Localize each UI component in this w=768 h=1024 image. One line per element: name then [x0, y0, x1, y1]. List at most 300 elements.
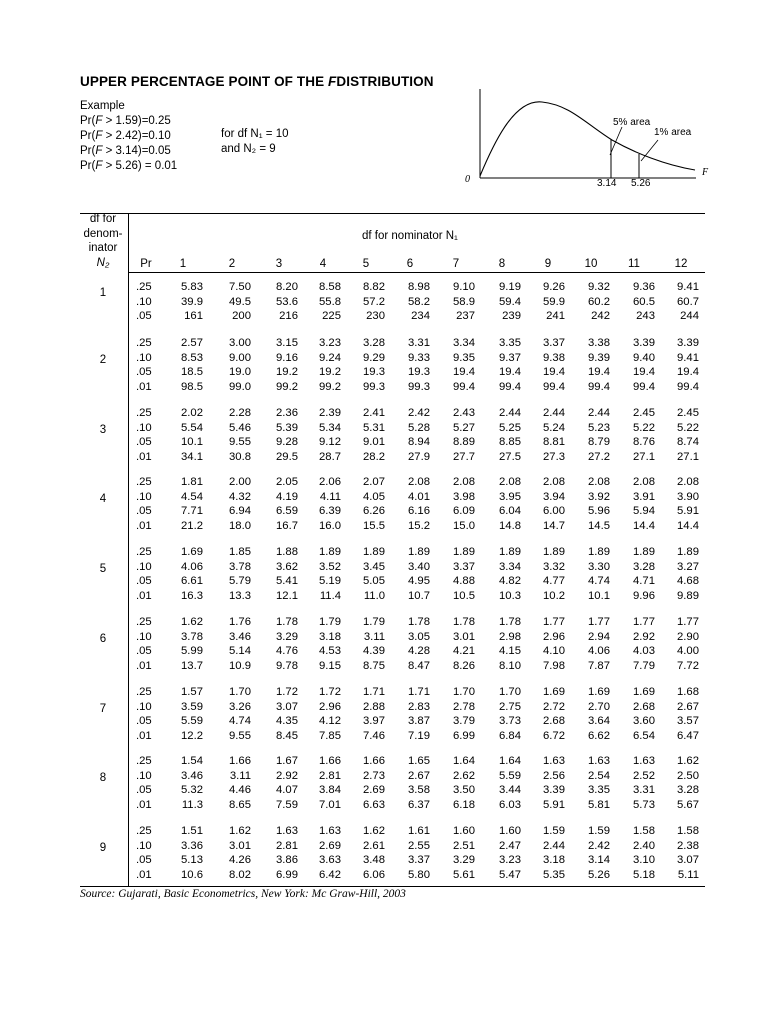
table-cell: 2.45	[633, 407, 655, 419]
table-cell: 3.64	[588, 715, 610, 727]
df-denominator-header: df for denom- inator N₂	[83, 213, 123, 269]
table-cell: 3.35	[499, 337, 521, 349]
source-citation: Source: Gujarati, Basic Econometrics, New York: Mc Graw-Hill, 2003	[80, 888, 406, 900]
table-cell: 2.02	[181, 407, 203, 419]
table-cell: 5.18	[633, 868, 655, 881]
table-cell: 4.76	[276, 645, 298, 657]
table-cell: 4.68	[677, 575, 699, 587]
pr-value: .05	[136, 310, 152, 322]
table-cell: 14.4	[677, 519, 699, 532]
header-col-5: 5	[362, 258, 370, 270]
table-cell: 6.18	[453, 798, 475, 811]
value-column-3	[276, 280, 298, 324]
table-cell: 2.40	[633, 839, 655, 852]
table-cell: 18.5	[181, 366, 203, 378]
table-cell: 1.89	[319, 546, 341, 558]
table-cell: 3.28	[677, 784, 699, 796]
pr-value: .25	[136, 281, 152, 293]
table-cell: 2.94	[588, 630, 610, 643]
table-cell: 99.4	[543, 380, 565, 393]
value-column-10	[588, 824, 610, 882]
value-column-7	[453, 754, 475, 812]
table-cell: 2.73	[363, 769, 385, 782]
table-cell: 16.0	[319, 519, 341, 532]
table-cell: 59.4	[499, 295, 521, 308]
value-column-1	[181, 545, 203, 603]
value-column-7	[453, 615, 475, 673]
table-cell: 4.28	[408, 645, 430, 657]
table-cell: 3.37	[453, 560, 475, 573]
table-cell: 2.62	[453, 769, 475, 782]
table-cell: 2.44	[588, 407, 610, 419]
value-column-2	[229, 545, 251, 603]
table-cell: 19.0	[229, 366, 251, 378]
header-pr: Pr	[140, 258, 152, 270]
table-cell: 3.57	[677, 715, 699, 727]
table-cell: 9.33	[408, 351, 430, 364]
table-cell: 1.59	[588, 825, 610, 837]
value-column-8	[499, 685, 521, 743]
table-cell: 3.79	[453, 715, 475, 727]
table-cell: 3.78	[181, 630, 203, 643]
table-cell: 5.13	[181, 854, 203, 866]
pr-value: .01	[136, 519, 152, 532]
value-column-5	[363, 336, 385, 394]
example-heading: Example	[80, 100, 125, 112]
value-column-10	[588, 615, 610, 673]
table-cell: 99.4	[499, 380, 521, 393]
table-cell: 2.69	[363, 784, 385, 796]
table-cell: 2.67	[408, 769, 430, 782]
table-cell: 8.45	[276, 729, 298, 742]
table-cell: 1.62	[363, 825, 385, 837]
table-cell: 5.11	[677, 868, 699, 881]
group-label: 4	[99, 493, 107, 505]
group-label: 7	[99, 703, 107, 715]
table-cell: 5.34	[319, 421, 341, 434]
table-cell: 3.59	[181, 700, 203, 713]
table-cell: 19.2	[276, 366, 298, 378]
table-cell: 3.30	[588, 560, 610, 573]
table-cell: 2.81	[276, 839, 298, 852]
table-cell: 2.39	[319, 407, 341, 419]
f-distribution-graph	[460, 85, 720, 193]
table-cell: 2.06	[319, 476, 341, 488]
table-cell: 2.70	[588, 700, 610, 713]
pr-value: .01	[136, 798, 152, 811]
table-cell: 6.62	[588, 729, 610, 742]
table-cell: 1.77	[588, 616, 610, 628]
table-cell: 4.39	[363, 645, 385, 657]
value-column-6	[408, 545, 430, 603]
table-cell: 9.41	[677, 281, 699, 293]
table-cell: 5.28	[408, 421, 430, 434]
table-cell: 9.00	[229, 351, 251, 364]
table-cell: 1.66	[319, 755, 341, 767]
table-cell: 3.28	[633, 560, 655, 573]
pr-column	[136, 685, 152, 743]
pr-value: .10	[136, 560, 152, 573]
table-cell: 27.3	[543, 450, 565, 463]
table-cell: 3.27	[677, 560, 699, 573]
table-cell: 58.9	[453, 295, 475, 308]
table-cell: 9.39	[588, 351, 610, 364]
table-cell: 28.2	[363, 450, 385, 463]
table-cell: 3.39	[543, 784, 565, 796]
table-cell: 6.54	[633, 729, 655, 742]
table-cell: 14.4	[633, 519, 655, 532]
value-column-8	[499, 545, 521, 603]
table-cell: 3.40	[408, 560, 430, 573]
table-cell: 1.89	[499, 546, 521, 558]
table-cell: 1.77	[633, 616, 655, 628]
table-cell: 19.4	[677, 366, 699, 378]
table-cell: 4.21	[453, 645, 475, 657]
value-column-6	[408, 280, 430, 324]
table-cell: 1.64	[499, 755, 521, 767]
value-column-11	[633, 545, 655, 603]
table-cell: 5.32	[181, 784, 203, 796]
value-column-12	[677, 824, 699, 882]
table-cell: 3.05	[408, 630, 430, 643]
table-cell: 2.08	[499, 476, 521, 488]
value-column-12	[677, 615, 699, 673]
example-line-2: Pr(F > 2.42)=0.10	[80, 130, 171, 142]
value-column-8	[499, 406, 521, 464]
table-cell: 3.29	[276, 630, 298, 643]
table-cell: 9.15	[319, 659, 341, 672]
table-cell: 1.71	[408, 686, 430, 698]
pr-value: .05	[136, 436, 152, 448]
table-cell: 16.7	[276, 519, 298, 532]
table-cell: 3.31	[408, 337, 430, 349]
value-column-5	[363, 824, 385, 882]
table-cell: 1.78	[276, 616, 298, 628]
table-cell: 6.94	[229, 505, 251, 517]
table-cell: 6.47	[677, 729, 699, 742]
table-cell: 7.59	[276, 798, 298, 811]
table-cell: 7.79	[633, 659, 655, 672]
value-column-10	[588, 406, 610, 464]
table-cell: 1.69	[633, 686, 655, 698]
table-cell: 3.14	[588, 854, 610, 866]
table-cell: 3.78	[229, 560, 251, 573]
value-column-10	[588, 545, 610, 603]
table-cell: 2.56	[543, 769, 565, 782]
table-group-n2-7	[80, 685, 705, 751]
table-cell: 1.60	[499, 825, 521, 837]
table-cell: 239	[502, 310, 521, 322]
table-cell: 244	[680, 310, 699, 322]
table-cell: 6.99	[453, 729, 475, 742]
table-cell: 3.98	[453, 490, 475, 503]
table-cell: 2.81	[319, 769, 341, 782]
table-cell: 8.58	[319, 281, 341, 293]
value-column-6	[408, 336, 430, 394]
group-label: 8	[99, 772, 107, 784]
value-column-3	[276, 406, 298, 464]
table-cell: 9.24	[319, 351, 341, 364]
table-cell: 2.55	[408, 839, 430, 852]
value-column-5	[363, 406, 385, 464]
table-cell: 30.8	[229, 450, 251, 463]
table-cell: 2.42	[588, 839, 610, 852]
table-cell: 12.2	[181, 729, 203, 742]
table-cell: 5.91	[677, 505, 699, 517]
table-cell: 242	[591, 310, 610, 322]
table-cell: 99.4	[588, 380, 610, 393]
table-cell: 10.3	[499, 589, 521, 602]
table-cell: 8.75	[363, 659, 385, 672]
pr-value: .01	[136, 659, 152, 672]
value-column-2	[229, 685, 251, 743]
table-cell: 9.12	[319, 436, 341, 448]
table-cell: 34.1	[181, 450, 203, 463]
table-cell: 6.63	[363, 798, 385, 811]
header-col-11: 11	[628, 258, 640, 270]
table-cell: 49.5	[229, 295, 251, 308]
table-cell: 2.08	[408, 476, 430, 488]
title-italic-f: F	[328, 74, 337, 89]
table-cell: 4.03	[633, 645, 655, 657]
table-cell: 3.87	[408, 715, 430, 727]
table-cell: 19.4	[453, 366, 475, 378]
value-column-12	[677, 475, 699, 533]
table-cell: 1.71	[363, 686, 385, 698]
value-column-1	[181, 475, 203, 533]
pr-value: .01	[136, 589, 152, 602]
table-cell: 39.9	[181, 295, 203, 308]
table-cell: 1.67	[276, 755, 298, 767]
group-label: 2	[99, 354, 107, 366]
table-cell: 3.23	[499, 854, 521, 866]
table-cell: 5.79	[229, 575, 251, 587]
table-cell: 1.64	[453, 755, 475, 767]
table-cell: 6.84	[499, 729, 521, 742]
pr-value: .25	[136, 616, 152, 628]
df-numerator-header: df for nominator N₁	[362, 230, 458, 242]
table-cell: 2.47	[499, 839, 521, 852]
example-df-line-2: and N₂ = 9	[221, 143, 276, 155]
value-column-3	[276, 824, 298, 882]
table-cell: 10.2	[543, 589, 565, 602]
table-cell: 4.54	[181, 490, 203, 503]
value-column-5	[363, 280, 385, 324]
table-cell: 2.67	[677, 700, 699, 713]
value-column-5	[363, 475, 385, 533]
table-cell: 60.7	[677, 295, 699, 308]
pr-value: .25	[136, 407, 152, 419]
table-cell: 2.78	[453, 700, 475, 713]
table-cell: 5.61	[453, 868, 475, 881]
table-cell: 3.90	[677, 490, 699, 503]
pr-value: .05	[136, 505, 152, 517]
group-label: 6	[99, 633, 107, 645]
tick-5-26: 5.26	[631, 178, 651, 189]
value-column-10	[588, 754, 610, 812]
table-cell: 1.79	[319, 616, 341, 628]
value-column-9	[543, 406, 565, 464]
table-cell: 5.59	[181, 715, 203, 727]
table-cell: 3.94	[543, 490, 565, 503]
table-cell: 9.19	[499, 281, 521, 293]
table-cell: 1.72	[276, 686, 298, 698]
table-cell: 8.94	[408, 436, 430, 448]
value-column-11	[633, 685, 655, 743]
value-column-6	[408, 685, 430, 743]
table-cell: 3.01	[229, 839, 251, 852]
table-cell: 8.98	[408, 281, 430, 293]
table-cell: 99.2	[319, 380, 341, 393]
value-column-9	[543, 545, 565, 603]
table-cell: 241	[546, 310, 565, 322]
table-cell: 2.00	[229, 476, 251, 488]
table-cell: 4.95	[408, 575, 430, 587]
table-cell: 5.67	[677, 798, 699, 811]
table-cell: 9.78	[276, 659, 298, 672]
table-cell: 9.10	[453, 281, 475, 293]
value-column-12	[677, 280, 699, 324]
table-cell: 3.97	[363, 715, 385, 727]
value-column-7	[453, 685, 475, 743]
pr-value: .01	[136, 729, 152, 742]
header-col-6: 6	[406, 258, 414, 270]
value-column-4	[319, 280, 341, 324]
table-cell: 3.07	[677, 854, 699, 866]
table-cell: 7.01	[319, 798, 341, 811]
value-column-11	[633, 280, 655, 324]
table-cell: 5.81	[588, 798, 610, 811]
table-cell: 5.99	[181, 645, 203, 657]
table-cell: 4.01	[408, 490, 430, 503]
table-cell: 8.76	[633, 436, 655, 448]
value-column-12	[677, 545, 699, 603]
value-column-9	[543, 615, 565, 673]
pr-value: .05	[136, 854, 152, 866]
table-cell: 10.7	[408, 589, 430, 602]
table-cell: 2.88	[363, 700, 385, 713]
table-cell: 4.46	[229, 784, 251, 796]
group-label: 1	[99, 287, 107, 299]
table-cell: 9.38	[543, 351, 565, 364]
table-cell: 9.55	[229, 729, 251, 742]
value-column-2	[229, 824, 251, 882]
pr-value: .10	[136, 839, 152, 852]
table-cell: 1.70	[499, 686, 521, 698]
example-df-note	[221, 127, 288, 157]
table-cell: 5.05	[363, 575, 385, 587]
value-column-10	[588, 685, 610, 743]
header-col-12: 12	[674, 258, 688, 270]
table-cell: 6.42	[319, 868, 341, 881]
table-cell: 3.86	[276, 854, 298, 866]
pr-column	[136, 336, 152, 394]
table-cell: 3.38	[588, 337, 610, 349]
example-line-1: Pr(F > 1.59)=0.25	[80, 115, 171, 127]
example-block	[80, 99, 177, 174]
value-column-9	[543, 754, 565, 812]
density-curve	[480, 102, 695, 176]
table-cell: 3.34	[453, 337, 475, 349]
value-column-9	[543, 280, 565, 324]
value-column-4	[319, 475, 341, 533]
pr-value: .05	[136, 784, 152, 796]
table-cell: 6.39	[319, 505, 341, 517]
table-group-n2-2	[80, 336, 705, 402]
table-cell: 5.22	[633, 421, 655, 434]
table-cell: 1.65	[408, 755, 430, 767]
table-cell: 3.60	[633, 715, 655, 727]
table-cell: 8.10	[499, 659, 521, 672]
value-column-10	[588, 336, 610, 394]
table-cell: 9.41	[677, 351, 699, 364]
value-column-12	[677, 336, 699, 394]
table-cell: 60.5	[633, 295, 655, 308]
table-cell: 1.68	[677, 686, 699, 698]
value-column-3	[276, 754, 298, 812]
table-cell: 4.32	[229, 490, 251, 503]
table-cell: 2.44	[499, 407, 521, 419]
table-cell: 1.81	[181, 476, 203, 488]
table-cell: 10.6	[181, 868, 203, 881]
table-cell: 3.23	[319, 337, 341, 349]
table-cell: 2.42	[408, 407, 430, 419]
table-cell: 19.3	[408, 366, 430, 378]
pr-column	[136, 545, 152, 603]
table-cell: 8.89	[453, 436, 475, 448]
header-col-10: 10	[584, 258, 598, 270]
table-cell: 230	[366, 310, 385, 322]
value-column-7	[453, 545, 475, 603]
table-cell: 2.08	[453, 476, 475, 488]
table-cell: 1.70	[229, 686, 251, 698]
table-cell: 1.63	[319, 825, 341, 837]
value-column-2	[229, 280, 251, 324]
table-cell: 2.83	[408, 700, 430, 713]
value-column-6	[408, 824, 430, 882]
value-column-6	[408, 406, 430, 464]
table-cell: 6.03	[499, 798, 521, 811]
table-cell: 19.4	[588, 366, 610, 378]
title-main: UPPER PERCENTAGE POINT OF THE	[80, 74, 325, 89]
pr-value: .25	[136, 337, 152, 349]
value-column-7	[453, 280, 475, 324]
table-cell: 5.35	[543, 868, 565, 881]
table-cell: 3.62	[276, 560, 298, 573]
table-cell: 161	[184, 310, 203, 322]
table-cell: 5.96	[588, 505, 610, 517]
table-cell: 1.72	[319, 686, 341, 698]
table-cell: 5.73	[633, 798, 655, 811]
table-cell: 7.19	[408, 729, 430, 742]
pr-value: .01	[136, 450, 152, 463]
value-column-8	[499, 336, 521, 394]
table-cell: 8.53	[181, 351, 203, 364]
table-cell: 2.28	[229, 407, 251, 419]
table-cell: 1.62	[181, 616, 203, 628]
table-cell: 7.71	[181, 505, 203, 517]
table-cell: 1.63	[543, 755, 565, 767]
table-cell: 55.8	[319, 295, 341, 308]
table-cell: 3.46	[181, 769, 203, 782]
table-cell: 1.89	[588, 546, 610, 558]
table-cell: 5.19	[319, 575, 341, 587]
table-cell: 5.94	[633, 505, 655, 517]
table-cell: 2.44	[543, 407, 565, 419]
pr-column	[136, 754, 152, 812]
table-cell: 5.46	[229, 421, 251, 434]
value-column-11	[633, 824, 655, 882]
